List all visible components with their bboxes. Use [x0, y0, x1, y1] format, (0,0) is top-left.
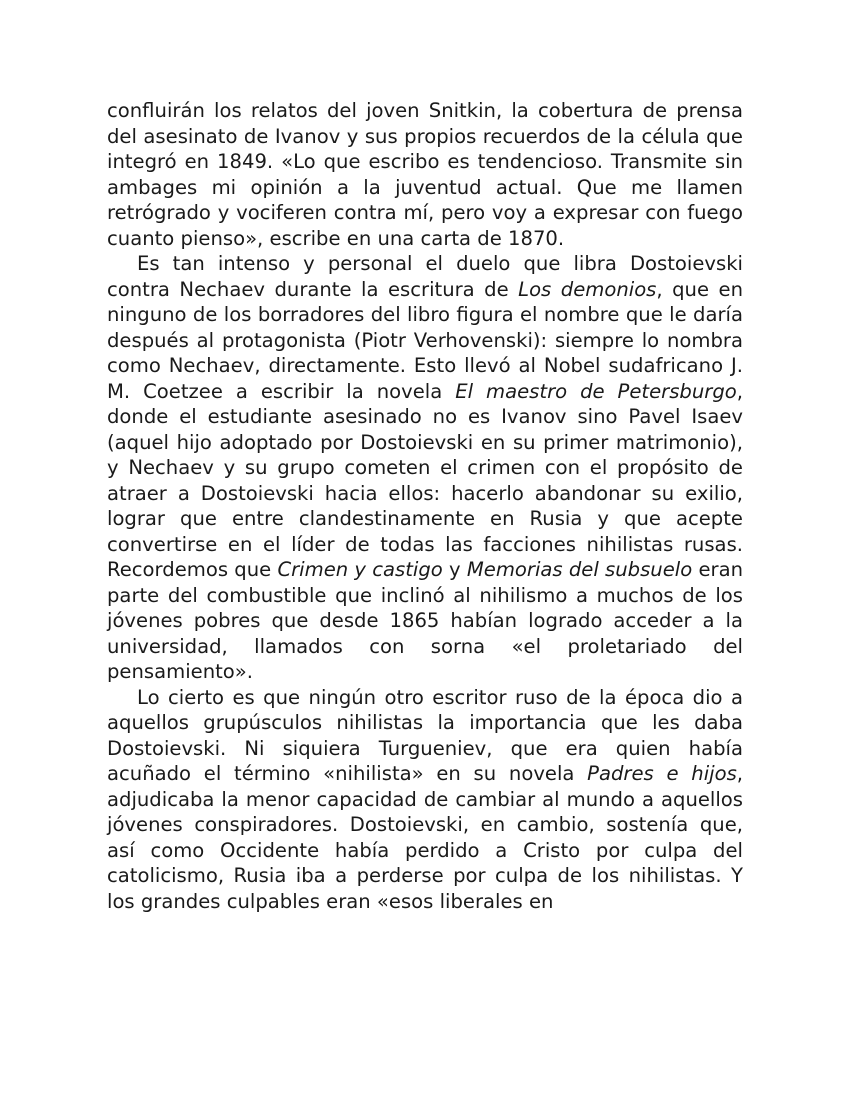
book-title: Padres e hijos: [587, 762, 737, 785]
paragraph-3: [107, 685, 743, 915]
page-text: [107, 98, 743, 914]
text-run: , adjudicaba la menor capacidad de cambiar al mundo a aquellos jóvenes conspiradores. Dostoievski, en cambio, sostenía que, así como Occidente había perdido a Cristo por culpa del catolicismo, Rusia iba a perderse por culpa de los nihilistas. Y los grandes culpables eran «esos liberales en: [107, 762, 744, 913]
book-title: Memorias del subsuelo: [466, 558, 693, 581]
book-title: Los demonios: [518, 277, 657, 301]
text-run: Lo cierto es que ningún otro escritor ruso de la época dio a aquellos grupúsculos nihilistas la importancia que les daba Dostoievski. Ni siquiera Turgueniev, que era quien había acuñado el término «nihilista» en su novela: [107, 685, 743, 785]
text-run: eran parte del combustible que inclinó al nihilismo a muchos de los jóvenes pobres que desde 1865 habían logrado acceder a la universidad, llamados con sorna «el proletariado del pensamiento».: [107, 558, 743, 683]
text-run: , donde el estudiante asesinado no es Ivanov sino Pavel Isaev (aquel hijo adoptado por Dostoievski en su primer matrimonio), y Nechaev y su grupo cometen el crimen con el propósito de atraer a Dostoievski hacia ellos: hacerlo abandonar su exilio, lograr que entre clandestinamente en Rusia y que acepte convertirse en el líder de todas las facciones nihilistas rusas. Recordemos que: [107, 379, 743, 581]
text-run: Es tan intenso y personal el duelo que libra Dostoievski contra Nechaev durante la escritura de: [107, 252, 743, 301]
paragraph-1: [107, 98, 743, 251]
text-run: , que en ninguno de los borradores del libro figura el nombre que le daría después al protagonista (Piotr Verhovenski): siempre lo nombra como Nechaev, directamente. Esto llevó al Nobel sudafricano J. M. Coetzee a escribir la novela: [107, 277, 743, 403]
book-title: Crimen y castigo: [277, 558, 443, 581]
book-title: El maestro de Petersburgo: [455, 379, 737, 403]
paragraph-2: [107, 251, 743, 685]
text-run: y: [442, 558, 467, 581]
text-run: confluirán los relatos del joven Snitkin, la cobertura de prensa del asesinato de Ivanov y sus propios recuerdos de la célula que integró en 1849. «Lo que escribo es tendencioso. Transmite sin ambages mi opinión a la juventud actual. Que me llamen retrógrado y vociferen contra mí, pero voy a expresar con fuego cuanto pienso», escribe en una carta de 1870.: [107, 99, 743, 250]
